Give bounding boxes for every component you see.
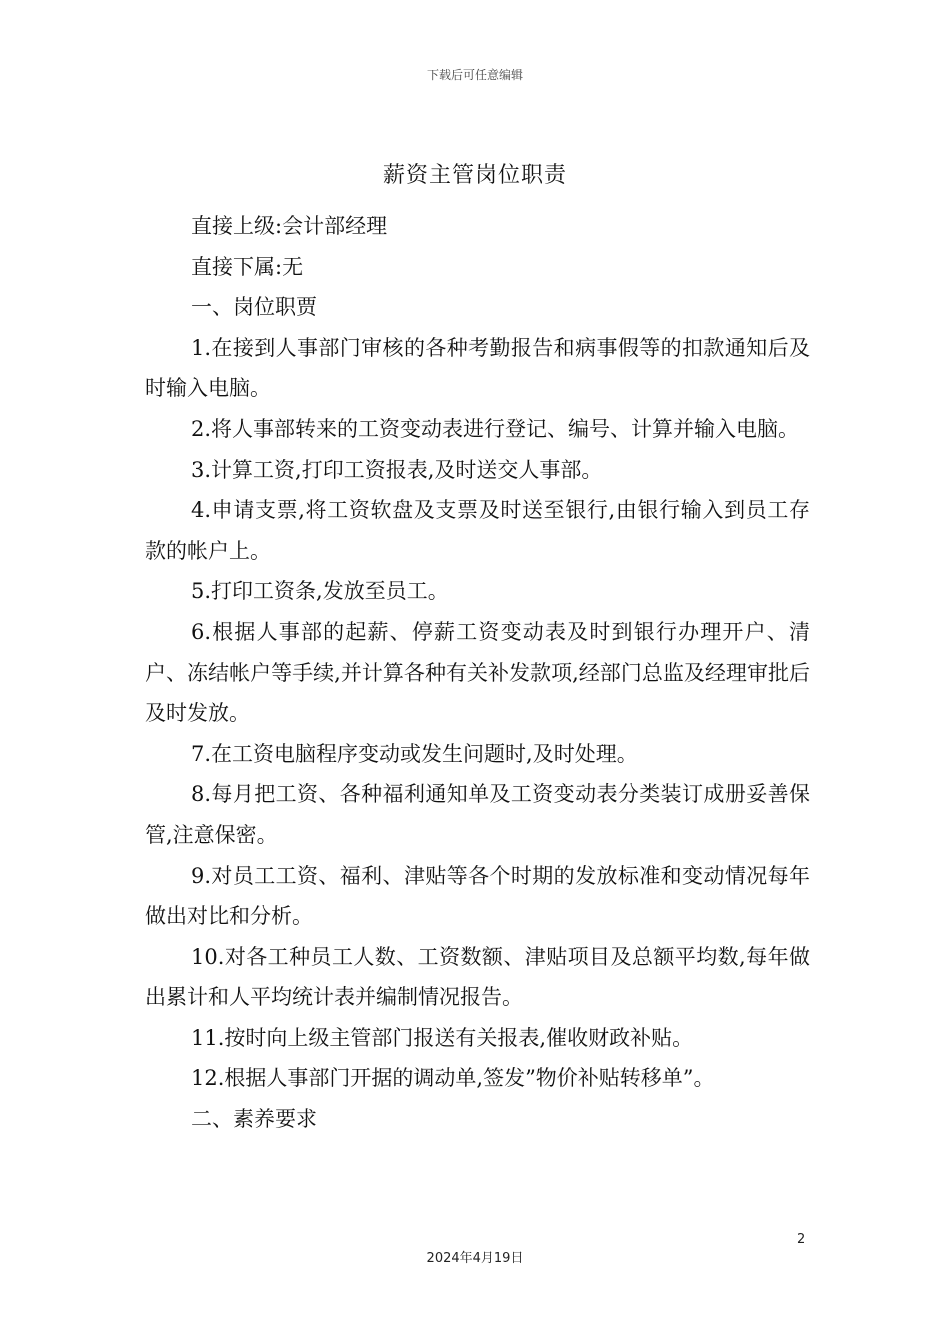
document-title: 薪资主管岗位职责 [382,163,567,188]
duty-item-8: 8.每月把工资、各种福利通知单及工资变动表分类装订成册妥善保管,注意保密。 [145,782,810,847]
section-heading-qualifications: 二、素养要求 [191,1107,317,1132]
duty-item-5: 5.打印工资条,发放至员工。 [191,579,449,604]
duty-item-2: 2.将人事部转来的工资变动表进行登记、编号、计算并输入电脑。 [191,416,800,441]
duty-item-12: 12.根据人事部门开据的调动单,签发”物价补贴转移单”。 [191,1066,715,1091]
duty-item-3: 3.计算工资,打印工资报表,及时送交人事部。 [191,457,603,482]
duty-item-10: 10.对各工种员工人数、工资数额、津贴项目及总额平均数,每年做出累计和人平均统计表并编制情况报告。 [145,944,810,1010]
duty-item-9: 9.对员工工资、福利、津贴等各个时期的发放标准和变动情况每年做出对比和分析。 [145,863,810,929]
footer-date: 2024年4月19日 [426,1251,524,1266]
page-number: 2 [797,1232,806,1247]
subordinates-line: 直接下属:无 [191,254,304,279]
duty-item-1: 1.在接到人事部门审核的各种考勤报告和病事假等的扣款通知后及时输入电脑。 [145,335,810,401]
header-note: 下载后可任意编辑 [426,68,523,82]
duty-item-4: 4.申请支票,将工资软盘及支票及时送至银行,由银行输入到员工存款的帐户上。 [145,498,810,563]
duty-item-6: 6.根据人事部的起薪、停薪工资变动表及时到银行办理开户、清户、冻结帐户等手续,并计算各种有关补发款项,经部门总监及经理审批后及时发放。 [145,619,810,726]
duty-item-7: 7.在工资电脑程序变动或发生问题时,及时处理。 [191,741,638,766]
supervisor-line: 直接上级:会计部经理 [191,214,388,238]
section-heading-duties: 一、岗位职贾 [191,295,317,320]
document-body [145,206,810,1140]
duty-item-11: 11.按时向上级主管部门报送有关报表,催收财政补贴。 [191,1025,694,1050]
